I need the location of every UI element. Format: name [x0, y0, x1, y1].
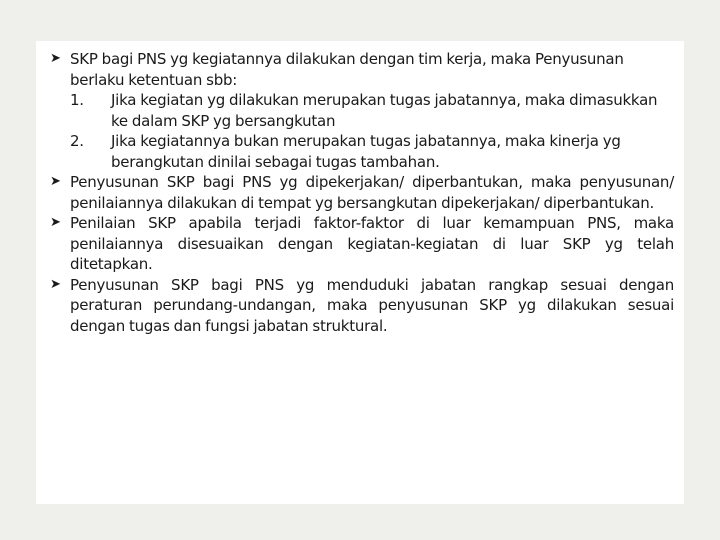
slide-content — [50, 49, 674, 336]
sub-item-text: Jika kegiatan yg dilakukan merupakan tugas jabatannya, maka dimasukkan ke dalam SKP yg bersangkutan — [111, 91, 658, 130]
sub-item — [70, 90, 674, 131]
bullet-text: Penilaian SKP apabila terjadi faktor-faktor di luar kemampuan PNS, maka penilaiannya disesuaikan dengan kegiatan-kegiatan di luar SKP yg telah ditetapkan. — [70, 214, 674, 273]
bullet-item — [50, 49, 674, 90]
bullet-item — [50, 275, 674, 337]
sub-list — [50, 90, 674, 172]
arrow-bullet-icon: ➤ — [50, 215, 61, 230]
bullet-item — [50, 172, 674, 213]
bullet-text: SKP bagi PNS yg kegiatannya dilakukan dengan tim kerja, maka Penyusunan berlaku ketentuan sbb: — [70, 50, 624, 89]
bullet-item — [50, 213, 674, 275]
bullet-text: Penyusunan SKP bagi PNS yg menduduki jabatan rangkap sesuai dengan peraturan perundang-undangan, maka penyusunan SKP yg dilakukan sesuai dengan tugas dan fungsi jabatan struktural. — [70, 275, 674, 335]
sub-item-number: 1. — [70, 91, 84, 109]
arrow-bullet-icon: ➤ — [50, 276, 61, 292]
bullet-text: Penyusunan SKP bagi PNS yg dipekerjakan/ diperbantukan, maka penyusunan/ penilaiannya dilakukan di tempat yg bersangkutan dipekerjakan/ diperbantukan. — [70, 173, 674, 212]
sub-item — [70, 131, 674, 172]
sub-item-text: Jika kegiatannya bukan merupakan tugas jabatannya, maka kinerja yg berangkutan dinilai sebagai tugas tambahan. — [111, 132, 621, 171]
sub-item-number: 2. — [70, 132, 84, 150]
arrow-bullet-icon: ➤ — [50, 51, 61, 66]
slide-panel — [36, 41, 684, 504]
arrow-bullet-icon: ➤ — [50, 174, 61, 189]
